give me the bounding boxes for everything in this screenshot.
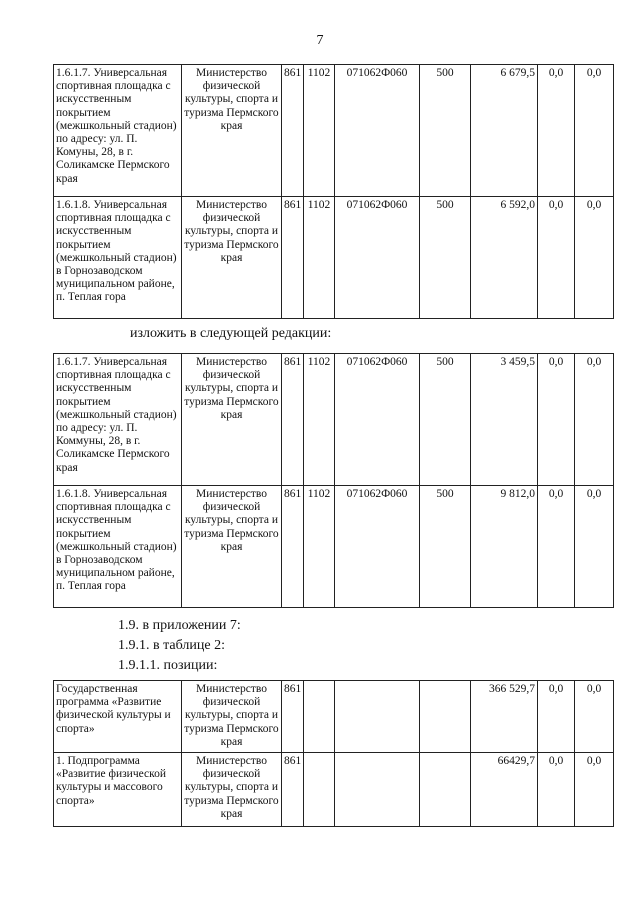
csr-cell [335, 753, 420, 827]
item-1-9-1-1: 1.9.1.1. позиции: [118, 658, 218, 673]
position-name: 1.6.1.8. Универсальная спортивная площадка с искусственным покрытием (межшкольный стадион) в Горнозаводском муниципальном районе, п. Теплая гора [54, 197, 182, 319]
ministry-cell: Министерство физической культуры, спорта и туризма Пермского края [182, 753, 282, 827]
item-1-9: 1.9. в приложении 7: [118, 618, 241, 633]
table-row [54, 197, 614, 319]
position-name: Государственная программа «Развитие физической культуры и спорта» [54, 681, 182, 753]
vr-cell: 500 [420, 486, 471, 608]
amount-cell: 6 679,5 [471, 65, 538, 197]
csr-cell [335, 681, 420, 753]
amount-cell-2: 0,0 [538, 486, 575, 608]
program-table [53, 680, 614, 827]
vr-cell [420, 753, 471, 827]
item-1-9-1: 1.9.1. в таблице 2: [118, 638, 225, 653]
position-name: 1.6.1.7. Универсальная спортивная площадка с искусственным покрытием (межшкольный стадион) по адресу: ул. П. Коммуны, 28, в г. Соликамске Пермского края [54, 354, 182, 486]
rzpr-cell: 1102 [304, 197, 335, 319]
vr-cell [420, 681, 471, 753]
amount-cell-2: 0,0 [538, 354, 575, 486]
amount-cell: 9 812,0 [471, 486, 538, 608]
rzpr-cell [304, 681, 335, 753]
amount-cell: 66429,7 [471, 753, 538, 827]
ministry-cell: Министерство физической культуры, спорта и туризма Пермского края [182, 354, 282, 486]
vr-cell: 500 [420, 197, 471, 319]
amount-cell-3: 0,0 [575, 753, 614, 827]
table-row [54, 65, 614, 197]
vr-cell: 500 [420, 354, 471, 486]
amount-cell-3: 0,0 [575, 65, 614, 197]
rzpr-cell: 1102 [304, 486, 335, 608]
amount-cell-2: 0,0 [538, 65, 575, 197]
amount-cell-3: 0,0 [575, 486, 614, 608]
ministry-cell: Министерство физической культуры, спорта и туризма Пермского края [182, 65, 282, 197]
amount-cell-3: 0,0 [575, 354, 614, 486]
page-number: 7 [316, 33, 324, 48]
csr-cell: 071062Ф060 [335, 354, 420, 486]
grbs-cell: 861 [282, 681, 304, 753]
new-edition-heading: изложить в следующей редакции: [130, 326, 332, 341]
rzpr-cell: 1102 [304, 65, 335, 197]
amount-cell: 6 592,0 [471, 197, 538, 319]
amount-cell: 3 459,5 [471, 354, 538, 486]
table-row [54, 486, 614, 608]
rzpr-cell [304, 753, 335, 827]
grbs-cell: 861 [282, 354, 304, 486]
grbs-cell: 861 [282, 197, 304, 319]
grbs-cell: 861 [282, 65, 304, 197]
rzpr-cell: 1102 [304, 354, 335, 486]
table-row [54, 681, 614, 753]
grbs-cell: 861 [282, 753, 304, 827]
ministry-cell: Министерство физической культуры, спорта и туризма Пермского края [182, 486, 282, 608]
csr-cell: 071062Ф060 [335, 65, 420, 197]
amount-cell-3: 0,0 [575, 681, 614, 753]
budget-table-old [53, 64, 614, 319]
table-row [54, 354, 614, 486]
csr-cell: 071062Ф060 [335, 197, 420, 319]
ministry-cell: Министерство физической культуры, спорта и туризма Пермского края [182, 681, 282, 753]
table-row [54, 753, 614, 827]
csr-cell: 071062Ф060 [335, 486, 420, 608]
amount-cell-2: 0,0 [538, 197, 575, 319]
ministry-cell: Министерство физической культуры, спорта и туризма Пермского края [182, 197, 282, 319]
position-name: 1.6.1.8. Универсальная спортивная площадка с искусственным покрытием (межшкольный стадион) в Горнозаводском муниципальном районе, п. Теплая гора [54, 486, 182, 608]
budget-table-new [53, 353, 614, 608]
amount-cell-2: 0,0 [538, 753, 575, 827]
position-name: 1. Подпрограмма «Развитие физической культуры и массового спорта» [54, 753, 182, 827]
vr-cell: 500 [420, 65, 471, 197]
amount-cell-3: 0,0 [575, 197, 614, 319]
grbs-cell: 861 [282, 486, 304, 608]
amount-cell-2: 0,0 [538, 681, 575, 753]
amount-cell: 366 529,7 [471, 681, 538, 753]
position-name: 1.6.1.7. Универсальная спортивная площадка с искусственным покрытием (межшкольный стадион) по адресу: ул. П. Комуны, 28, в г. Соликамске Пермского края [54, 65, 182, 197]
